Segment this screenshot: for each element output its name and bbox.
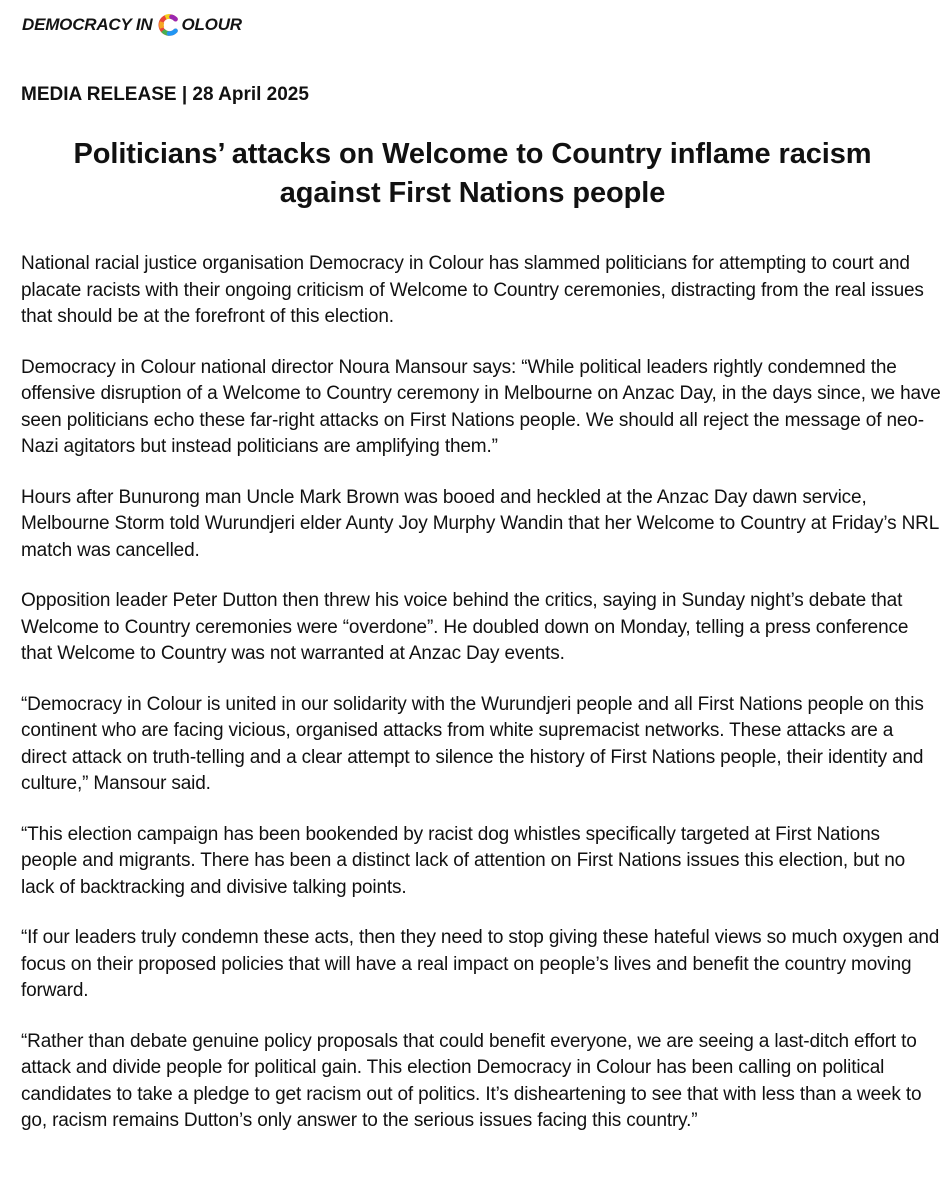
body-paragraph: “Democracy in Colour is united in our solidarity with the Wurundjeri people and all First Nations people on this continent who are facing vicious, organised attacks from white supremacist networks. These attacks are a direct attack on truth-telling and a clear attempt to silence the history of First Nations people, their identity and culture,” Mansour said. xyxy=(21,693,924,794)
release-body xyxy=(21,251,941,1159)
body-paragraph: “Rather than debate genuine policy proposals that could benefit everyone, we are seeing a last-ditch effort to attack and divide people for political gain. This election Democracy in Colour has been calling on political candidates to take a pledge to get racism out of politics. It’s disheartening to see that with less than a week to go, racism remains Dutton’s only answer to the serious issues facing this country.” xyxy=(21,1030,922,1131)
logo-rainbow-c-icon xyxy=(158,14,180,36)
organisation-logo xyxy=(22,9,242,41)
logo-wordmark xyxy=(22,14,242,36)
body-paragraph: “If our leaders truly condemn these acts, then they need to stop giving these hateful views so much oxygen and focus on their proposed policies that will have a real impact on people’s lives and benefit the country moving forward. xyxy=(21,927,940,1001)
body-paragraph: Democracy in Colour national director Noura Mansour says: “While political leaders rightly condemned the offensive disruption of a Welcome to Country ceremony in Melbourne on Anzac Day, in the days since, we have seen politicians echo these far-right attacks on First Nations people. We should all reject the message of neo-Nazi agitators but instead politicians are amplifying them.” xyxy=(21,356,941,457)
body-paragraph: National racial justice organisation Democracy in Colour has slammed politicians for attempting to court and placate racists with their ongoing criticism of Welcome to Country ceremonies, distracting from the real issues that should be at the forefront of this election. xyxy=(21,253,924,327)
media-release-dateline: MEDIA RELEASE | 28 April 2025 xyxy=(21,84,309,105)
body-paragraph: Opposition leader Peter Dutton then threw his voice behind the critics, saying in Sunday night’s debate that Welcome to Country ceremonies were “overdone”. He doubled down on Monday, telling a press conference that Welcome to Country was not warranted at Anzac Day events. xyxy=(21,590,909,664)
logo-text-left: DEMOCRACY IN xyxy=(22,15,153,34)
body-paragraph: Hours after Bunurong man Uncle Mark Brown was booed and heckled at the Anzac Day dawn service, Melbourne Storm told Wurundjeri elder Aunty Joy Murphy Wandin that her Welcome to Country at Friday’s NRL match was cancelled. xyxy=(21,486,939,561)
body-paragraph: “This election campaign has been bookended by racist dog whistles specifically targeted at First Nations people and migrants. There has been a distinct lack of attention on First Nations issues this election, but no lack of backtracking and divisive talking points. xyxy=(21,823,906,898)
release-title: Politicians’ attacks on Welcome to Country inflame racism against First Nations people xyxy=(73,138,872,209)
logo-text-right: OLOUR xyxy=(181,15,242,34)
